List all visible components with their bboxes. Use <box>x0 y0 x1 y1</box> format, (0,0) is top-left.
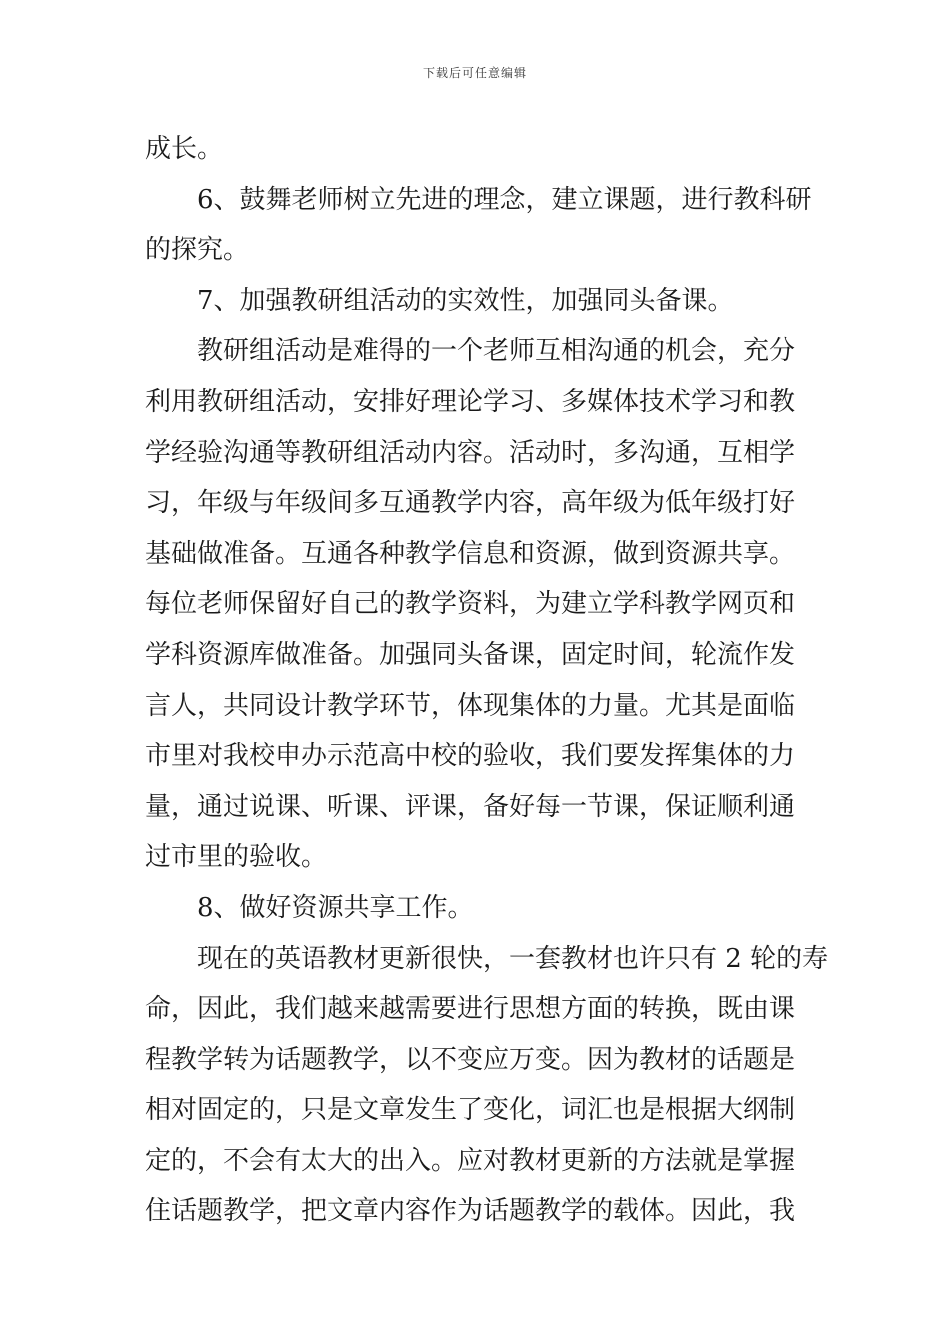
text-line: 8、做好资源共享工作。 <box>197 892 474 923</box>
text-line: 市里对我校申办示范高中校的验收，我们要发挥集体的力 <box>145 741 796 772</box>
text-line: 利用教研组活动，安排好理论学习、多媒体技术学习和教 <box>145 386 796 417</box>
text-line: 每位老师保留好自己的教学资料，为建立学科教学网页和 <box>145 589 796 620</box>
text-line: 7、加强教研组活动的实效性，加强同头备课。 <box>197 285 734 316</box>
text-line: 6、鼓舞老师树立先进的理念，建立课题，进行教科研 <box>197 184 812 215</box>
text-line: 教研组活动是难得的一个老师互相沟通的机会，充分 <box>197 336 796 367</box>
text-line: 学科资源库做准备。加强同头备课，固定时间，轮流作发 <box>145 639 796 670</box>
text-line: 程教学转为话题教学，以不变应万变。因为教材的话题是 <box>145 1044 796 1075</box>
text-line: 言人，共同设计教学环节，体现集体的力量。尤其是面临 <box>145 690 796 721</box>
text-line: 住话题教学，把文章内容作为话题教学的载体。因此，我 <box>145 1196 796 1227</box>
text-line: 现在的英语教材更新很快，一套教材也许只有 2 轮的寿 <box>197 943 829 974</box>
document-body <box>145 124 829 1237</box>
text-line: 命，因此，我们越来越需要进行思想方面的转换，既由课 <box>145 994 796 1025</box>
text-line: 相对固定的，只是文章发生了变化，词汇也是根据大纲制 <box>145 1095 796 1126</box>
text-line: 过市里的验收。 <box>145 842 328 873</box>
text-line: 定的，不会有太大的出入。应对教材更新的方法就是掌握 <box>145 1145 796 1176</box>
text-line: 的探究。 <box>145 235 250 266</box>
text-line: 量，通过说课、听课、评课，备好每一节课，保证顺利通 <box>145 791 796 822</box>
text-line: 习，年级与年级间多互通教学内容，高年级为低年级打好 <box>145 488 796 519</box>
page-header: 下载后可任意编辑 <box>422 66 527 80</box>
text-line: 基础做准备。互通各种教学信息和资源，做到资源共享。 <box>145 538 796 569</box>
text-line: 成长。 <box>145 134 224 164</box>
text-line: 学经验沟通等教研组活动内容。活动时，多沟通，互相学 <box>145 437 796 468</box>
